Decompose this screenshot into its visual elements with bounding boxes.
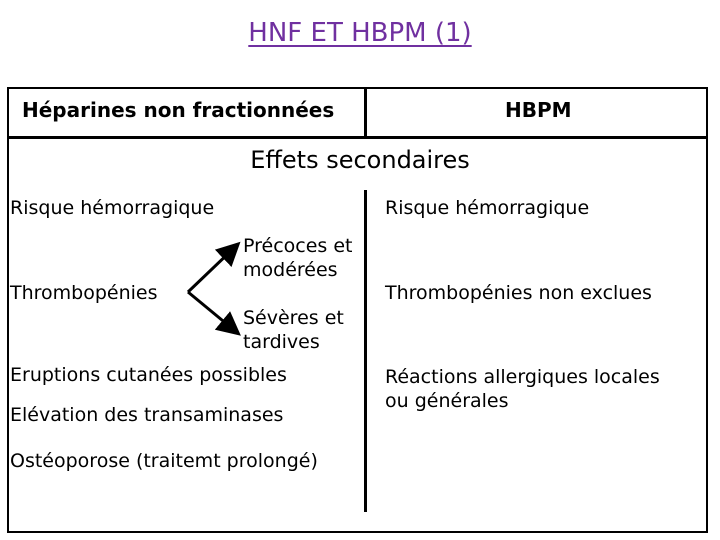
right-risk-text: Risque hémorragique [385, 197, 590, 219]
early-line-2: modérées [243, 259, 338, 281]
early-text [243, 234, 353, 282]
column-header-hnf: Héparines non fractionnées [22, 98, 335, 122]
late-line-1: Sévères et [243, 307, 344, 329]
section-title: Effets secondaires [250, 146, 470, 174]
column-divider-bottom [364, 190, 367, 512]
header-divider [7, 136, 708, 139]
left-osteo-text: Ostéoporose (traitemt prolongé) [10, 450, 318, 472]
right-reactions-text [385, 365, 660, 413]
column-divider-top [364, 89, 367, 139]
reactions-line-2: ou générales [385, 390, 509, 412]
right-thrombo-text: Thrombopénies non exclues [385, 282, 652, 304]
left-thrombo-text: Thrombopénies [10, 282, 158, 304]
early-line-1: Précoces et [243, 235, 353, 257]
slide-title: HNF ET HBPM (1) [248, 18, 472, 48]
late-text [243, 306, 344, 354]
reactions-line-1: Réactions allergiques locales [385, 366, 660, 388]
column-header-hbpm: HBPM [505, 98, 572, 122]
left-elevation-text: Elévation des transaminases [10, 404, 284, 426]
branch-arrows-icon [180, 240, 242, 340]
left-eruptions-text: Eruptions cutanées possibles [10, 364, 287, 386]
late-line-2: tardives [243, 331, 320, 353]
left-risk-text: Risque hémorragique [10, 197, 215, 219]
